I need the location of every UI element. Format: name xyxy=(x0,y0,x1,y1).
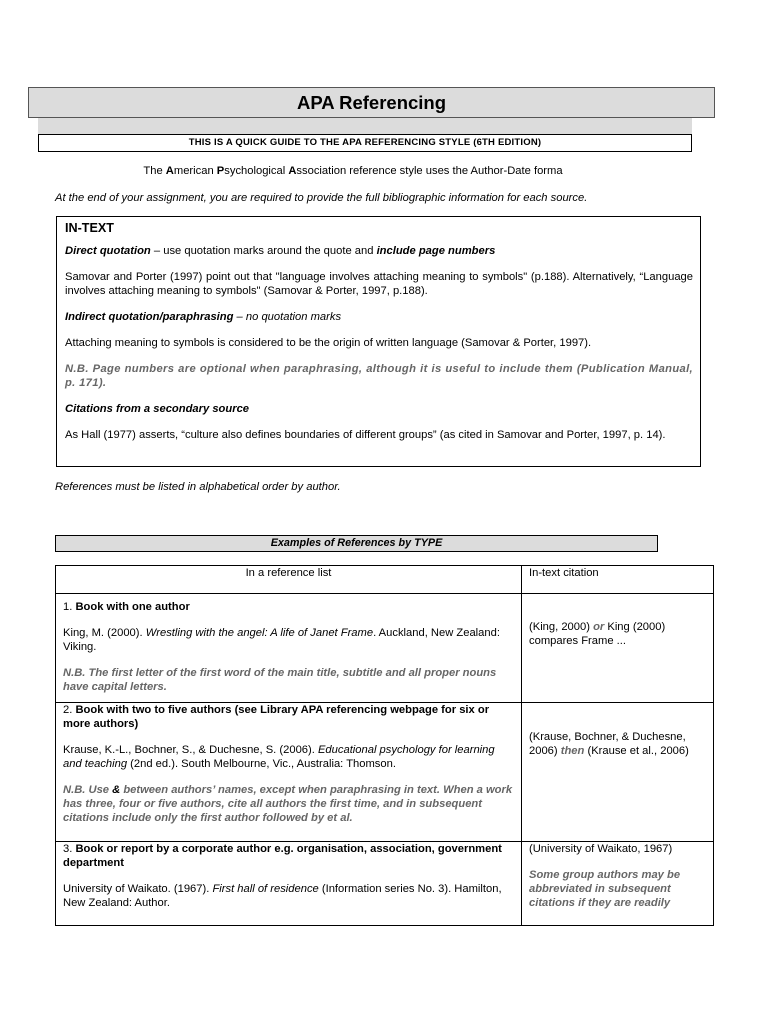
intext-heading: IN-TEXT xyxy=(65,221,114,235)
citation-cell: (Krause, Bochner, & Duchesne, 2006) then (Krause et al., 2006) xyxy=(522,703,714,842)
direct-quotation-example: Samovar and Porter (1997) point out that "language involves attaching meaning to symbols" (p.188). Alternatively, “Language involves attaching meaning to symbols" (Samovar & Porter, 1997, p.188). xyxy=(65,271,693,297)
intro-line: The American Psychological Association reference style uses the Author-Date forma xyxy=(143,165,563,177)
indirect-quotation-example: Attaching meaning to symbols is considered to be the origin of written language (Samovar & Porter, 1997). xyxy=(65,337,592,349)
alphabetical-order-note: References must be listed in alphabetical order by author. xyxy=(55,481,341,493)
subtitle: THIS IS A QUICK GUIDE TO THE APA REFERENCING STYLE (6TH EDITION) xyxy=(188,137,542,148)
column-header-reference-list: In a reference list xyxy=(56,566,522,594)
examples-banner: Examples of References by TYPE xyxy=(55,535,658,552)
table-row xyxy=(56,594,714,703)
page-number-note: N.B. Page numbers are optional when paraphrasing, although it is useful to include them (Publication Manual, p. 171). xyxy=(65,363,693,389)
secondary-source-rule: Citations from a secondary source xyxy=(65,403,250,415)
table-row xyxy=(56,842,714,926)
page-title: APA Referencing xyxy=(296,92,447,113)
table-header-row xyxy=(56,566,714,594)
citation-cell: (King, 2000) or King (2000) compares Frame ... xyxy=(522,594,714,703)
bibliography-note: At the end of your assignment, you are required to provide the full bibliographic information for each source. xyxy=(55,192,588,204)
citation-cell: (University of Waikato, 1967) Some group authors may be abbreviated in subsequent citations if they are readily xyxy=(522,842,714,926)
secondary-source-example: As Hall (1977) asserts, “culture also defines boundaries of different groups” (as cited in Samovar and Porter, 1997, p. 14). xyxy=(65,429,666,441)
reference-cell: 3. Book or report by a corporate author e.g. organisation, association, government department University of Waikato. (1967). First hall of residence (Information series No. 3). Hamilton, New Zealand: Author. xyxy=(56,842,522,926)
table-row xyxy=(56,703,714,842)
reference-table xyxy=(55,565,714,926)
direct-quotation-rule: Direct quotation – use quotation marks around the quote and include page numbers xyxy=(65,245,496,257)
reference-cell: 1. Book with one author King, M. (2000). Wrestling with the angel: A life of Janet Frame. Auckland, New Zealand: Viking. N.B. The first letter of the first word of the main title, subtitle and all proper nouns have capital letters. xyxy=(56,594,522,703)
indirect-quotation-rule: Indirect quotation/paraphrasing – no quotation marks xyxy=(65,311,342,323)
column-header-intext-citation: In-text citation xyxy=(522,566,714,594)
intext-box xyxy=(56,216,701,467)
reference-cell: 2. Book with two to five authors (see Library APA referencing webpage for six or more authors) Krause, K.-L., Bochner, S., & Duchesne, S. (2006). Educational psychology for learning and teaching (2nd ed.). South Melbourne, Vic., Australia: Thomson. N.B. Use & between authors’ names, except when paraphrasing in text. When a work has three, four or five authors, cite all authors the first time, and in subsequent citations include only the first author followed by et al. xyxy=(56,703,522,842)
